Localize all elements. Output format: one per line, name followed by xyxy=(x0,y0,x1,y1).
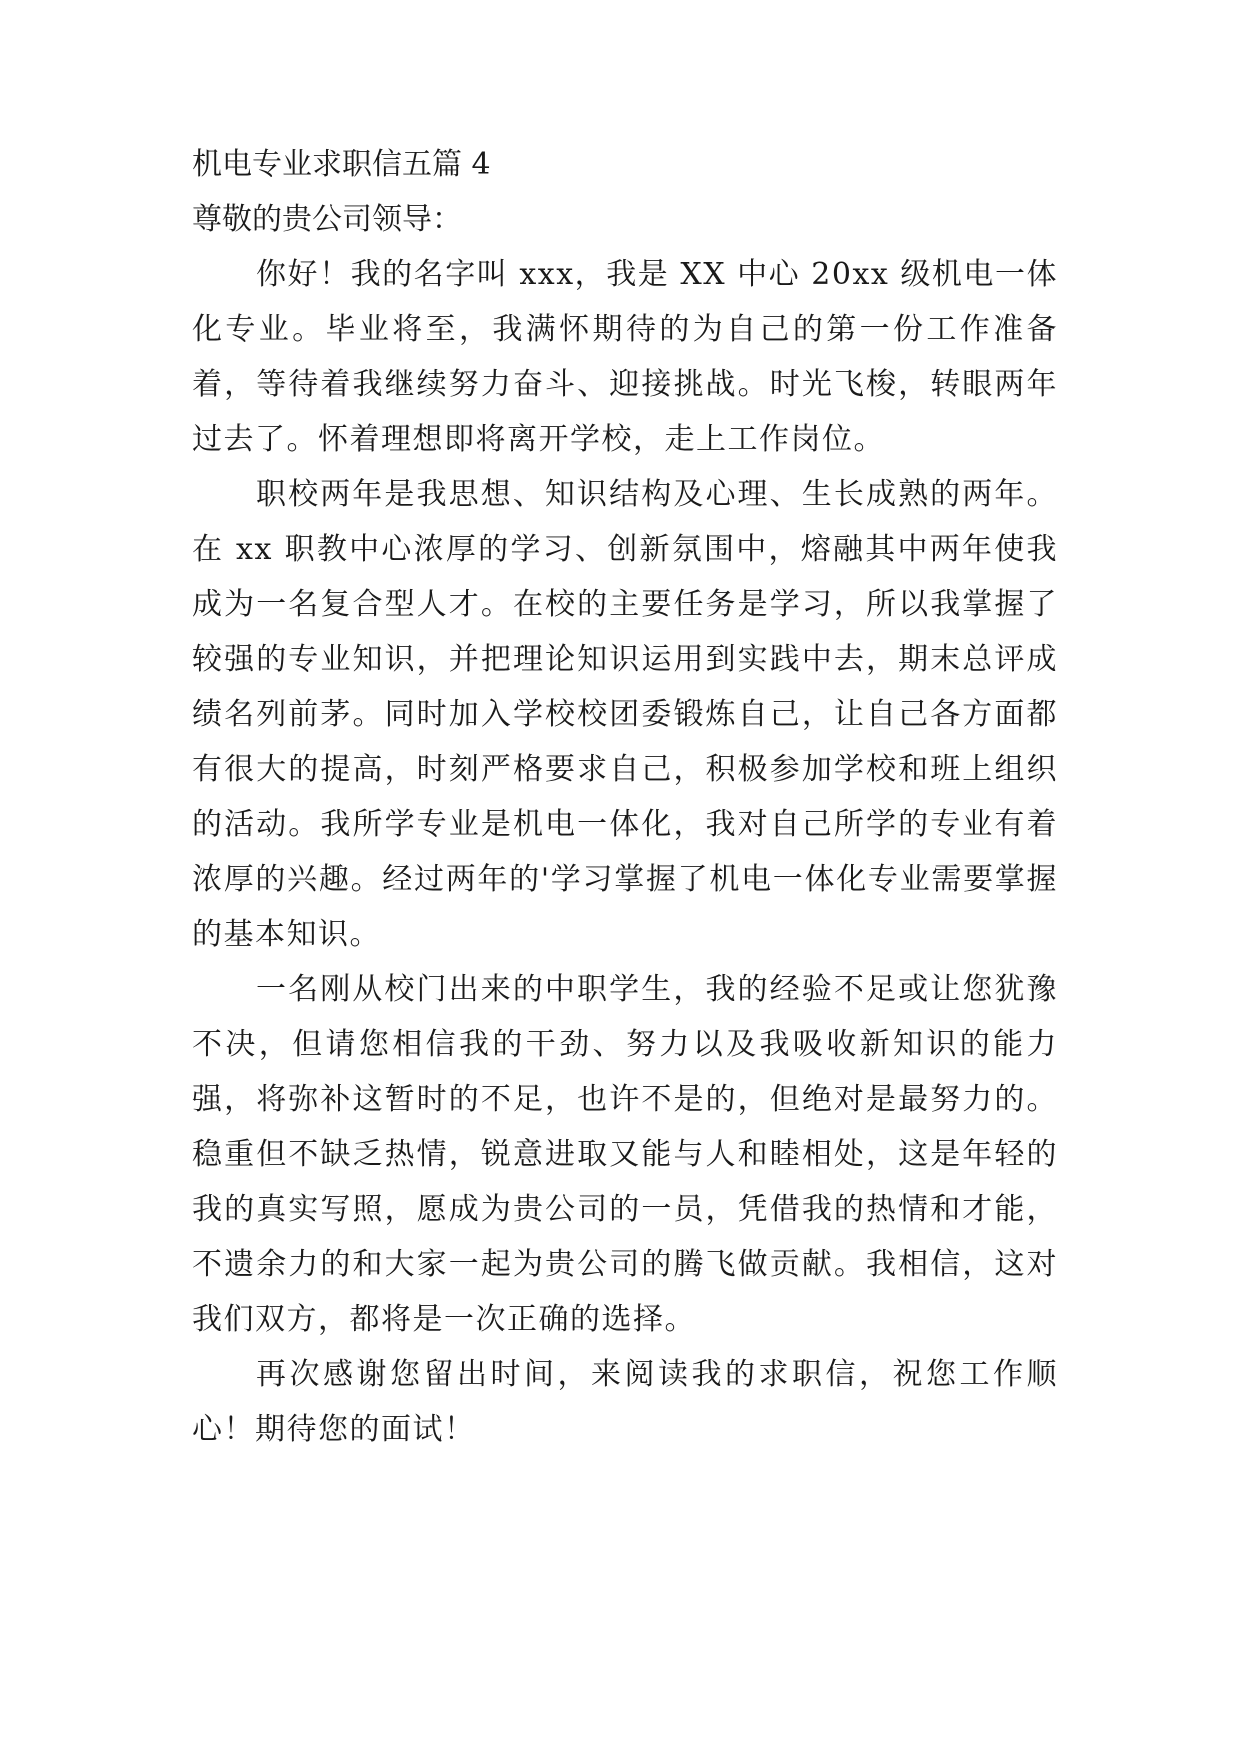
paragraph-school-experience: 职校两年是我思想、知识结构及心理、生长成熟的两年。在 xx 职教中心浓厚的学习、创新氛围中，熔融其中两年使我成为一名复合型人才。在校的主要任务是学习，所以我掌握了较强的专业知识，并把理论知识运用到实践中去，期末总评成绩名列前茅。同时加入学校校团委锻炼自己，让自己各方面都有很大的提高，时刻严格要求自己，积极参加学校和班上组织的活动。我所学专业是机电一体化，我对自己所学的专业有着浓厚的兴趣。经过两年的'学习掌握了机电一体化专业需要掌握的基本知识。 xyxy=(192,477,1058,952)
paragraph-intro: 你好！我的名字叫 xxx，我是 XX 中心 20xx 级机电一体化专业。毕业将至，我满怀期待的为自己的第一份工作准备着，等待着我继续努力奋斗、迎接挑战。时光飞梭，转眼两年过去了。怀着理想即将离开学校，走上工作岗位。 xyxy=(192,257,1058,457)
letter-page xyxy=(192,137,1058,1457)
document-title: 机电专业求职信五篇 4 xyxy=(192,147,491,182)
salutation: 尊敬的贵公司领导： xyxy=(192,202,462,237)
paragraph-self-recommendation: 一名刚从校门出来的中职学生，我的经验不足或让您犹豫不决，但请您相信我的干劲、努力以及我吸收新知识的能力强，将弥补这暂时的不足，也许不是的，但绝对是最努力的。稳重但不缺乏热情，锐意进取又能与人和睦相处，这是年轻的我的真实写照，愿成为贵公司的一员，凭借我的热情和才能，不遗余力的和大家一起为贵公司的腾飞做贡献。我相信，这对我们双方，都将是一次正确的选择。 xyxy=(192,972,1058,1337)
paragraph-closing: 再次感谢您留出时间，来阅读我的求职信，祝您工作顺心！期待您的面试！ xyxy=(192,1357,1058,1447)
